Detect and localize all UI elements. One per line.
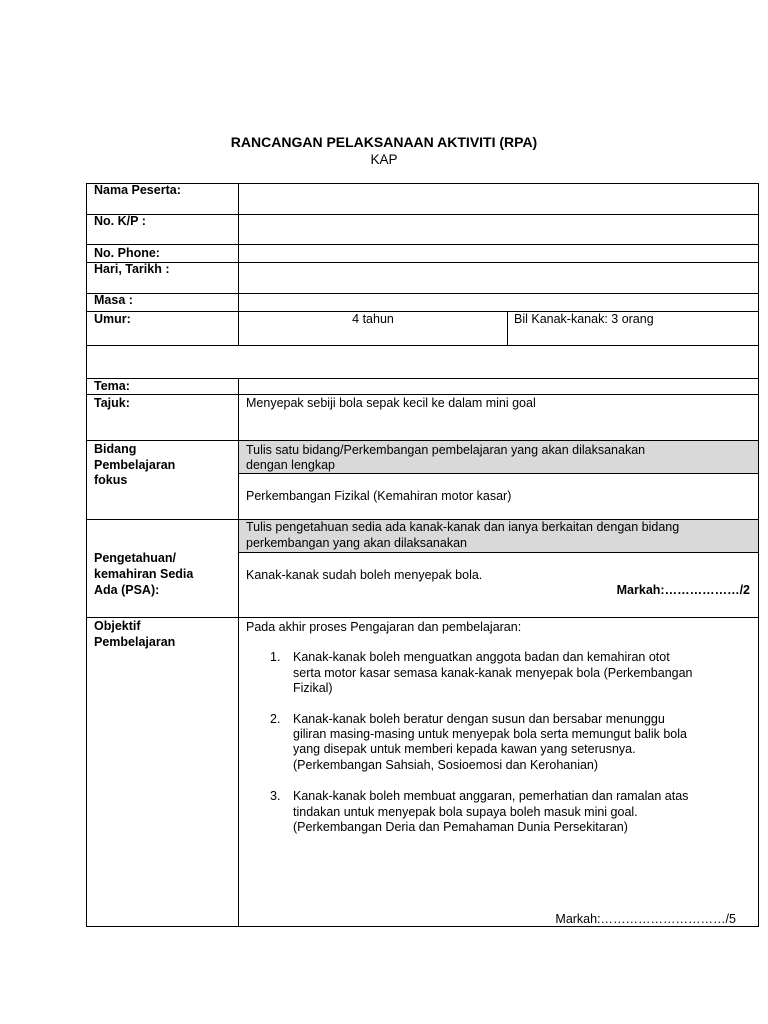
- objektif-item-line: giliran masing-masing untuk menyepak bola serta memungut balik bola: [293, 727, 687, 741]
- row-divider: [86, 244, 759, 245]
- psa-hint-line1: Tulis pengetahuan sedia ada kanak-kanak dan ianya berkaitan dengan bidang: [246, 520, 680, 534]
- label-tajuk: Tajuk:: [94, 396, 130, 410]
- psa-markah: Markah:………………/2: [616, 583, 750, 597]
- tajuk-value: Menyepak sebiji bola sepak kecil ke dalam mini goal: [246, 396, 536, 410]
- row-divider: [86, 262, 759, 263]
- umur-value: 4 tahun: [352, 312, 394, 326]
- label-psa-line2: kemahiran Sedia: [94, 567, 194, 581]
- objektif-item-line: tindakan untuk menyepak bola supaya boleh masuk mini goal.: [293, 805, 638, 819]
- table-border: [86, 183, 87, 927]
- row-divider: [239, 552, 759, 553]
- objektif-item-line: Fizikal): [293, 681, 333, 695]
- row-divider: [86, 617, 759, 618]
- row-divider: [86, 214, 759, 215]
- row-divider: [86, 293, 759, 294]
- label-hari-tarikh: Hari, Tarikh :: [94, 262, 170, 276]
- column-divider: [507, 311, 508, 345]
- label-no-phone: No. Phone:: [94, 246, 160, 260]
- label-tema: Tema:: [94, 379, 130, 393]
- objektif-markah: Markah:…………………………/5: [555, 912, 736, 926]
- bidang-hint-line1: Tulis satu bidang/Perkembangan pembelajaran yang akan dilaksanakan: [246, 443, 646, 457]
- label-bidang-line3: fokus: [94, 473, 128, 487]
- label-psa-line3: Ada (PSA):: [94, 583, 160, 597]
- objektif-item-line: Kanak-kanak boleh membuat anggaran, pemerhatian dan ramalan atas: [293, 789, 689, 803]
- label-umur: Umur:: [94, 312, 131, 326]
- column-divider: [238, 378, 239, 926]
- row-divider: [86, 440, 759, 441]
- label-nama-peserta: Nama Peserta:: [94, 183, 181, 197]
- objektif-item-line: Kanak-kanak boleh menguatkan anggota badan dan kemahiran otot: [293, 650, 670, 664]
- row-divider: [86, 394, 759, 395]
- page-subtitle: KAP: [370, 152, 398, 167]
- label-psa-line1: Pengetahuan/: [94, 551, 176, 565]
- label-objektif-line2: Pembelajaran: [94, 635, 176, 649]
- label-objektif-line1: Objektif: [94, 619, 141, 633]
- objektif-item-line: (Perkembangan Deria dan Pemahaman Dunia Persekitaran): [293, 820, 628, 834]
- page-title: RANCANGAN PELAKSANAAN AKTIVITI (RPA): [230, 134, 538, 150]
- row-divider: [239, 473, 759, 474]
- bil-kanak-value: Bil Kanak-kanak: 3 orang: [514, 312, 654, 326]
- label-masa: Masa :: [94, 293, 133, 307]
- objektif-item-line: (Perkembangan Sahsiah, Sosioemosi dan Kerohanian): [293, 758, 599, 772]
- objektif-item-number: 2.: [270, 712, 281, 726]
- objektif-item-line: Kanak-kanak boleh beratur dengan susun dan bersabar menunggu: [293, 712, 665, 726]
- objektif-item-line: serta motor kasar semasa kanak-kanak menyepak bola (Perkembangan: [293, 666, 693, 680]
- table-border: [758, 183, 759, 927]
- row-divider: [86, 378, 759, 379]
- psa-hint-line2: perkembangan yang akan dilaksanakan: [246, 536, 467, 550]
- label-bidang-line2: Pembelajaran: [94, 458, 176, 472]
- psa-value: Kanak-kanak sudah boleh menyepak bola.: [246, 568, 483, 582]
- bidang-value: Perkembangan Fizikal (Kemahiran motor kasar): [246, 489, 512, 503]
- objektif-item-number: 3.: [270, 789, 281, 803]
- objektif-item-number: 1.: [270, 650, 281, 664]
- bidang-hint-line2: dengan lengkap: [246, 458, 335, 472]
- objektif-intro: Pada akhir proses Pengajaran dan pembelajaran:: [246, 620, 522, 634]
- table-border: [86, 183, 759, 184]
- label-bidang-line1: Bidang: [94, 442, 137, 456]
- label-no-kp: No. K/P :: [94, 214, 146, 228]
- row-divider: [86, 345, 759, 346]
- objektif-item-line: yang disepak untuk memberi kepada kawan yang seterusnya.: [293, 742, 636, 756]
